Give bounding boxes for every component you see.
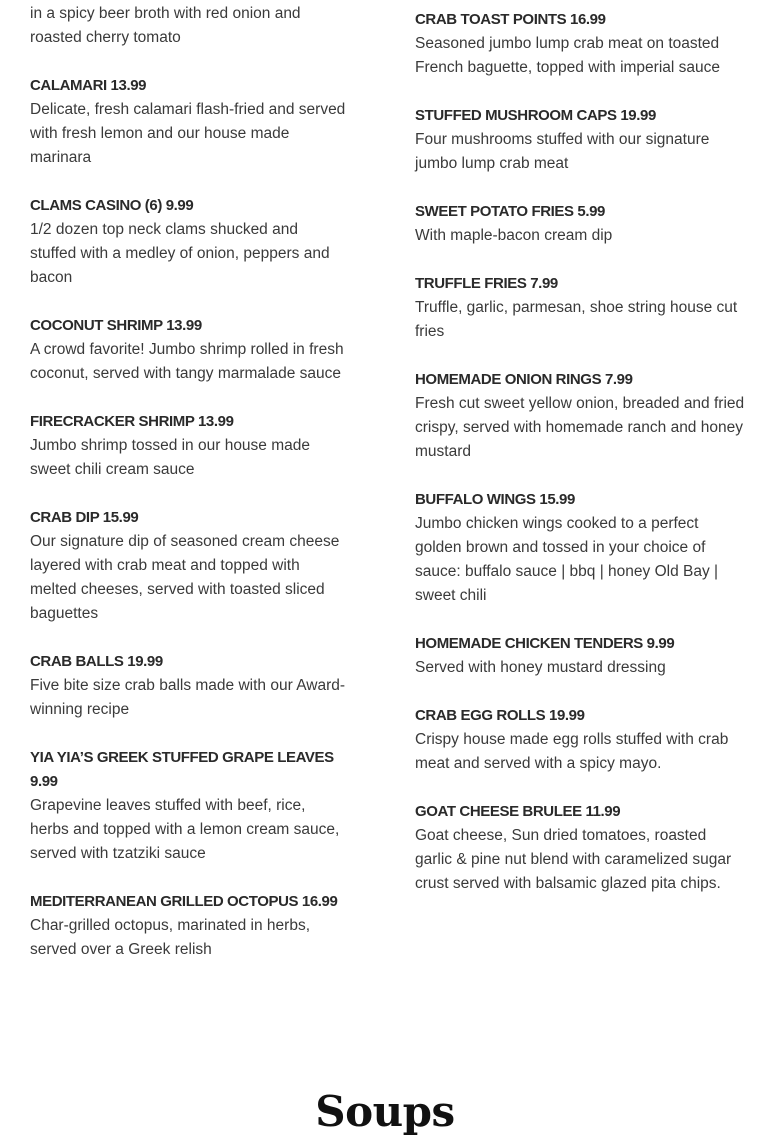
menu-item-description: With maple-bacon cream dip bbox=[415, 227, 613, 244]
menu-item-description: Truffle, garlic, parmesan, shoe string house cut fries bbox=[415, 299, 738, 340]
menu-item bbox=[30, 746, 348, 866]
menu-item-description: Goat cheese, Sun dried tomatoes, roasted garlic & pine nut blend with caramelized sugar crust served with balsamic glazed pita chips. bbox=[415, 827, 732, 892]
menu-item-description: Our signature dip of seasoned cream cheese layered with crab meat and topped with melted cheeses, served with toasted sliced baguettes bbox=[30, 533, 340, 622]
menu-item bbox=[415, 488, 745, 608]
menu-item bbox=[30, 0, 348, 50]
menu-item bbox=[415, 104, 745, 176]
menu-item-title: HOMEMADE CHICKEN TENDERS 9.99 bbox=[415, 635, 675, 652]
menu-item-title: HOMEMADE ONION RINGS 7.99 bbox=[415, 371, 633, 388]
menu-item bbox=[415, 632, 745, 680]
menu-item-description: Served with honey mustard dressing bbox=[415, 659, 666, 676]
menu-item bbox=[415, 272, 745, 344]
menu-item-title: CRAB TOAST POINTS 16.99 bbox=[415, 11, 606, 28]
menu-item-title: SWEET POTATO FRIES 5.99 bbox=[415, 203, 606, 220]
menu-item-title: CRAB DIP 15.99 bbox=[30, 509, 139, 526]
menu-item-description: Crispy house made egg rolls stuffed with crab meat and served with a spicy mayo. bbox=[415, 731, 729, 772]
menu-item-title: COCONUT SHRIMP 13.99 bbox=[30, 317, 202, 334]
menu-column-left bbox=[30, 0, 348, 986]
menu-item-title: STUFFED MUSHROOM CAPS 19.99 bbox=[415, 107, 656, 124]
menu-item-title: BUFFALO WINGS 15.99 bbox=[415, 491, 575, 508]
menu-item bbox=[415, 368, 745, 464]
menu-item-description: Char-grilled octopus, marinated in herbs, served over a Greek relish bbox=[30, 917, 310, 958]
menu-item-title: CALAMARI 13.99 bbox=[30, 77, 147, 94]
menu-item-description: in a spicy beer broth with red onion and roasted cherry tomato bbox=[30, 5, 301, 46]
menu-item bbox=[30, 410, 348, 482]
menu-item-title: MEDITERRANEAN GRILLED OCTOPUS 16.99 bbox=[30, 893, 338, 910]
menu-item bbox=[30, 74, 348, 170]
menu-item-description: Delicate, fresh calamari flash-fried and served with fresh lemon and our house made marinara bbox=[30, 101, 346, 166]
menu-item-description: Grapevine leaves stuffed with beef, rice, herbs and topped with a lemon cream sauce, served with tzatziki sauce bbox=[30, 797, 340, 862]
section-heading-soups: Soups bbox=[315, 1087, 455, 1136]
menu-item-description: Five bite size crab balls made with our Award-winning recipe bbox=[30, 677, 346, 718]
menu-item-title: CRAB BALLS 19.99 bbox=[30, 653, 163, 670]
menu-item-title: GOAT CHEESE BRULEE 11.99 bbox=[415, 803, 621, 820]
menu-item bbox=[415, 800, 745, 896]
menu-item bbox=[30, 506, 348, 626]
menu-item-description: Four mushrooms stuffed with our signature jumbo lump crab meat bbox=[415, 131, 710, 172]
menu-item-title: FIRECRACKER SHRIMP 13.99 bbox=[30, 413, 234, 430]
menu-item bbox=[30, 194, 348, 290]
menu-item-title: CRAB EGG ROLLS 19.99 bbox=[415, 707, 585, 724]
menu-item bbox=[415, 8, 745, 80]
menu-item bbox=[30, 890, 348, 962]
menu-item-title: CLAMS CASINO (6) 9.99 bbox=[30, 197, 194, 214]
menu-item-title: YIA YIA’S GREEK STUFFED GRAPE LEAVES 9.99 bbox=[30, 749, 334, 790]
menu-item-title: TRUFFLE FRIES 7.99 bbox=[415, 275, 558, 292]
menu-item bbox=[415, 200, 745, 248]
menu-item-description: 1/2 dozen top neck clams shucked and stuffed with a medley of onion, peppers and bacon bbox=[30, 221, 330, 286]
menu-item-description: Fresh cut sweet yellow onion, breaded and fried crispy, served with homemade ranch and honey mustard bbox=[415, 395, 745, 460]
menu-item bbox=[415, 704, 745, 776]
menu-item-description: Jumbo chicken wings cooked to a perfect golden brown and tossed in your choice of sauce: buffalo sauce | bbq | honey Old Bay | sweet chili bbox=[415, 515, 719, 604]
menu-column-right bbox=[415, 0, 745, 920]
menu-item bbox=[30, 314, 348, 386]
menu-item-description: A crowd favorite! Jumbo shrimp rolled in fresh coconut, served with tangy marmalade sauce bbox=[30, 341, 344, 382]
menu-item-description: Jumbo shrimp tossed in our house made sweet chili cream sauce bbox=[30, 437, 311, 478]
menu-item bbox=[30, 650, 348, 722]
menu-item-description: Seasoned jumbo lump crab meat on toasted French baguette, topped with imperial sauce bbox=[415, 35, 721, 76]
